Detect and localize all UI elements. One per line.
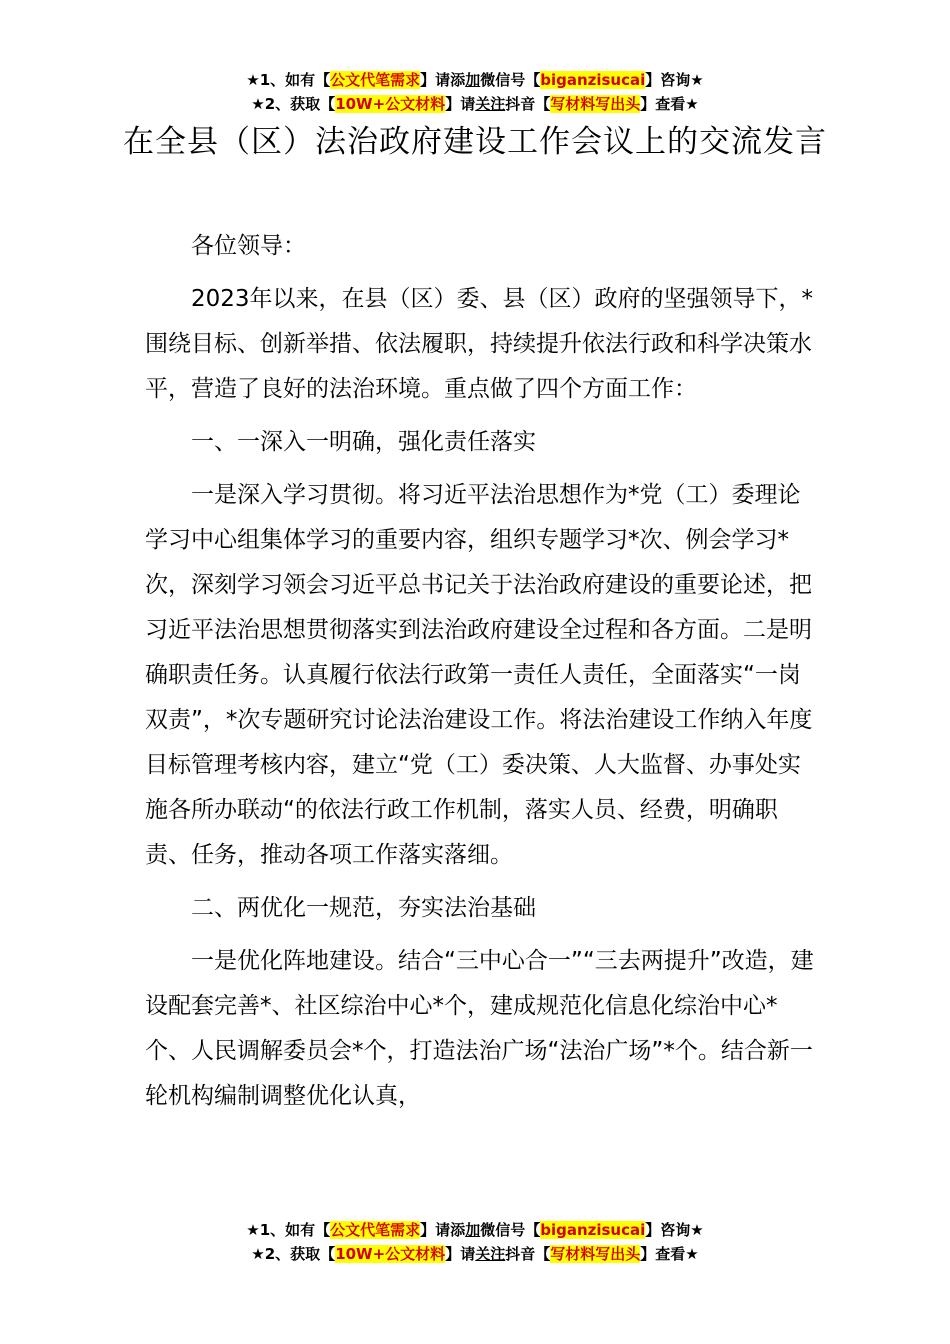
banner-text: 】请添 (420, 1221, 466, 1239)
banner-text: 抖音【 (505, 95, 551, 113)
header-banner (0, 68, 950, 116)
banner-text: 】查看★ (640, 95, 699, 113)
banner-text: ★1、如有【 (246, 71, 331, 89)
banner-text: ★2、获取【 (251, 95, 336, 113)
section-heading: 二、两优化一规范，夯实法治基础 (191, 895, 536, 921)
banner-highlight: 公文代笔需求 (330, 1221, 421, 1239)
banner-douyin-id: 写材料写出头 (550, 95, 641, 113)
paragraph: 一是深入学习贯彻。将习近平法治思想作为*党（工）委理论学习中心组集体学习的重要内容，组织专题学习*次、例会学习*次，深刻学习领会习近平总书记关于法治政府建设的重要论述，把习近平法治思想贯彻落实到法治政府建设全过程和各方面。二是明确职责任务。认真履行依法行政第一责任人责任，全面落实“一岗双责”，*次专题研究讨论法治建设工作。将法治建设工作纳入年度目标管理考核内容，建立“党（工）委决策、人大监督、办事处实施各所办联动“的依法行政工作机制，落实人员、经费，明确职责、任务，推动各项工作落实落细。 (145, 482, 813, 868)
banner-line-1 (0, 68, 950, 92)
banner-text: 】请添 (420, 71, 466, 89)
banner-text: 抖音【 (505, 1245, 551, 1263)
banner-text: 微信号【 (480, 1221, 541, 1239)
banner-text: 】咨询★ (645, 1221, 704, 1239)
banner-wechat-id: biganzisucai (540, 1221, 646, 1239)
banner-text: 关注 (475, 1245, 506, 1263)
document-body (145, 224, 815, 1119)
section-heading: 一、一深入一明确，强化责任落实 (191, 429, 536, 455)
document-title: 在全县（区）法治政府建设工作会议上的交流发言 (123, 124, 827, 160)
banner-text: 】请 (445, 95, 476, 113)
salutation: 各位领导： (191, 233, 306, 259)
banner-text: 】请 (445, 1245, 476, 1263)
paragraph: 2023年以来，在县（区）委、县（区）政府的坚强领导下，*围绕目标、创新举措、依法履职，持续提升依法行政和科学决策水平，营造了良好的法治环境。重点做了四个方面工作： (145, 286, 814, 402)
banner-highlight: 公文代笔需求 (330, 71, 421, 89)
banner-text: 】查看★ (640, 1245, 699, 1263)
banner-text: 加 (465, 71, 481, 89)
footer-banner (0, 1218, 950, 1266)
banner-text: 关注 (475, 95, 506, 113)
banner-text: 加 (465, 1221, 481, 1239)
banner-text: 微信号【 (480, 71, 541, 89)
banner-wechat-id: biganzisucai (540, 71, 646, 89)
banner-line-2 (0, 1242, 950, 1266)
banner-douyin-id: 写材料写出头 (550, 1245, 641, 1263)
banner-text: ★1、如有【 (246, 1221, 331, 1239)
banner-text: 】咨询★ (645, 71, 704, 89)
banner-text: ★2、获取【 (251, 1245, 336, 1263)
banner-line-1 (0, 1218, 950, 1242)
banner-highlight: 10W+公文材料 (335, 1245, 446, 1263)
banner-line-2 (0, 92, 950, 116)
banner-highlight: 10W+公文材料 (335, 95, 446, 113)
paragraph: 一是优化阵地建设。结合“三中心合一”“三去两提升”改造，建设配套完善*、社区综治中心*个，建成规范化信息化综治中心*个、人民调解委员会*个，打造法治广场“法治广场”*个。结合新一轮机构编制调整优化认真， (145, 948, 814, 1109)
